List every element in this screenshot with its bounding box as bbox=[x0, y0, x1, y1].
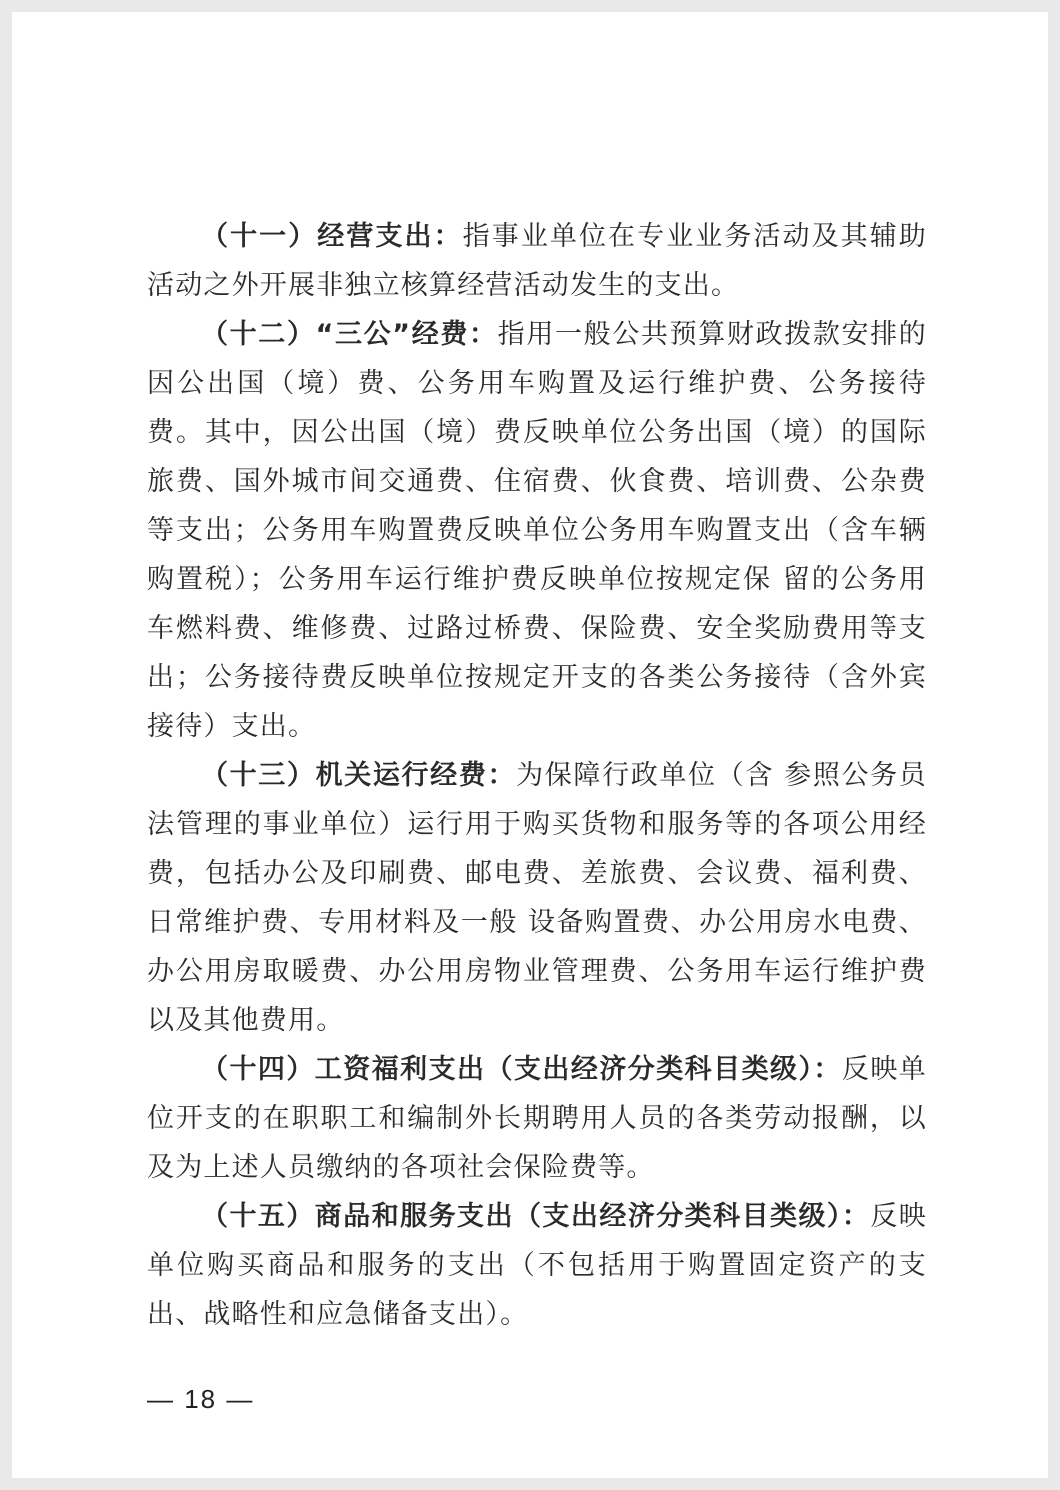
paragraph-11 bbox=[147, 212, 927, 310]
term-definition: 指用一般公共预算财政拨款安排的因公出国（境）费、公务用车购置及运行维护费、公务接待费。其中，因公出国（境）费反映单位公务出国（境）的国际旅费、国外城市间交通费、住宿费、伙食费、培训费、公杂费等支出；公务用车购置费反映单位公务用车购置支出（含车辆购置税）；公务用车运行维护费反映单位按规定保 留的公务用车燃料费、维修费、过路过桥费、保险费、安全奖励费用等支出；公务接待费反映单位按规定开支的各类公务接待（含外宾接待）支出。 bbox=[147, 319, 927, 742]
term-definition: 为保障行政单位（含 参照公务员法管理的事业单位）运行用于购买货物和服务等的各项公用经费，包括办公及印刷费、邮电费、差旅费、会议费、福利费、日常维护费、专用材料及一般 设备购置费、办公用房水电费、办公用房取暖费、办公用房物业管理费、公务用车运行维护费以及其他费用。 bbox=[147, 760, 927, 1036]
term-heading: （十四）工资福利支出（支出经济分类科目类级）： bbox=[201, 1054, 842, 1085]
paragraph-12 bbox=[147, 310, 927, 751]
term-heading: （十一）经营支出： bbox=[201, 221, 463, 252]
term-heading: （十五）商品和服务支出（支出经济分类科目类级）： bbox=[201, 1201, 871, 1232]
document-body bbox=[147, 212, 927, 1339]
term-heading: （十二）“三公”经费： bbox=[201, 319, 498, 350]
page-number: — 18 — bbox=[147, 1384, 255, 1414]
term-definition: 反映单位购买商品和服务的支出（不包括用于购置固定资产的支出、战略性和应急储备支出）。 bbox=[147, 1201, 927, 1330]
term-definition: 指事业单位在专业业务活动及其辅助活动之外开展非独立核算经营活动发生的支出。 bbox=[147, 221, 927, 301]
term-definition: 反映单位开支的在职职工和编制外长期聘用人员的各类劳动报酬，以及为上述人员缴纳的各项社会保险费等。 bbox=[147, 1054, 927, 1183]
term-heading: （十三）机关运行经费： bbox=[201, 760, 517, 791]
paragraph-13 bbox=[147, 751, 927, 1045]
paragraph-15 bbox=[147, 1192, 927, 1339]
paragraph-14 bbox=[147, 1045, 927, 1192]
document-page bbox=[12, 12, 1048, 1478]
